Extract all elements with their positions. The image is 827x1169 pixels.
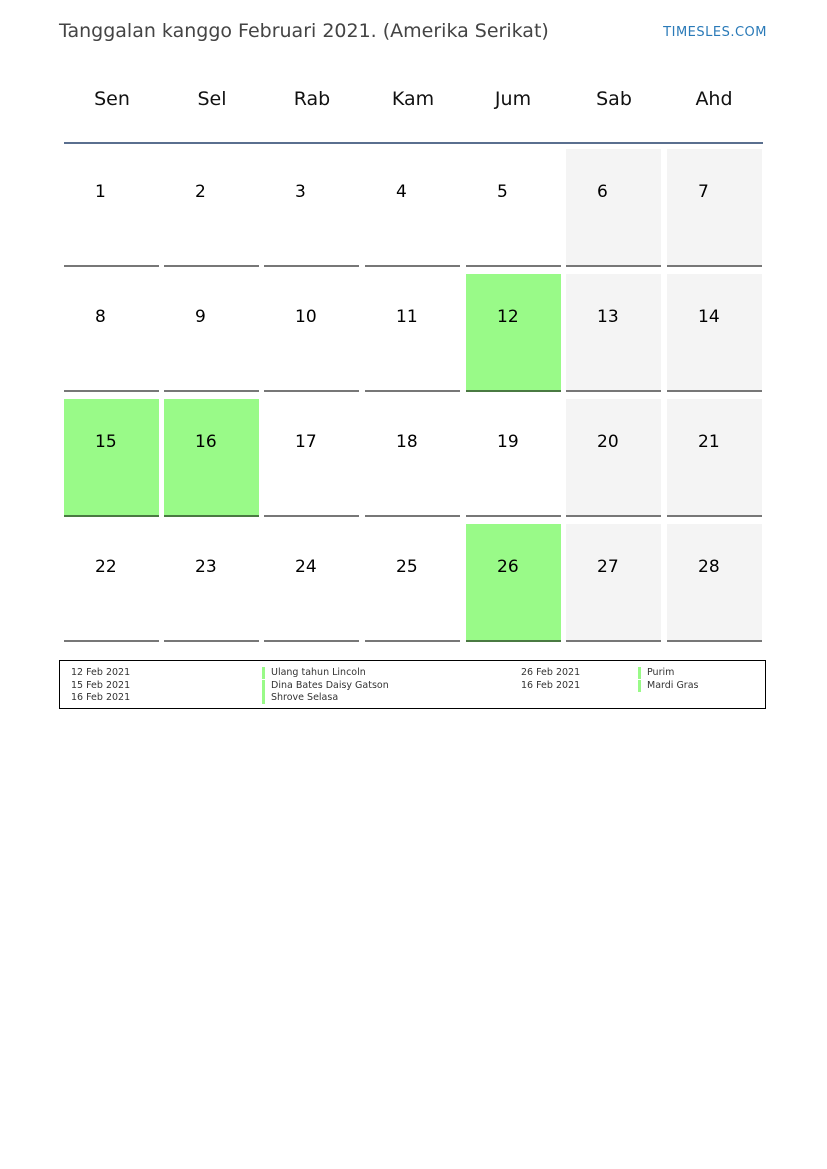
day-number: 20 bbox=[597, 432, 619, 452]
calendar-day bbox=[566, 149, 661, 267]
calendar-day-holiday bbox=[64, 399, 159, 517]
calendar-day bbox=[264, 524, 359, 642]
day-number: 23 bbox=[195, 557, 217, 577]
day-number: 26 bbox=[497, 557, 519, 577]
legend-holiday-name: Purim bbox=[638, 667, 674, 679]
calendar-day bbox=[667, 524, 762, 642]
day-number: 12 bbox=[497, 307, 519, 327]
day-number: 18 bbox=[396, 432, 418, 452]
calendar-day bbox=[164, 149, 259, 267]
day-number: 28 bbox=[698, 557, 720, 577]
calendar-day bbox=[566, 399, 661, 517]
calendar-day-holiday bbox=[466, 524, 561, 642]
day-number: 13 bbox=[597, 307, 619, 327]
legend-holiday-name: Dina Bates Daisy Gatson bbox=[262, 680, 389, 692]
day-number: 17 bbox=[295, 432, 317, 452]
day-number: 8 bbox=[95, 307, 106, 327]
weekday-label: Jum bbox=[494, 88, 532, 110]
day-number: 1 bbox=[95, 182, 106, 202]
weekday-header bbox=[62, 88, 765, 120]
day-number: 24 bbox=[295, 557, 317, 577]
calendar-day bbox=[466, 149, 561, 267]
day-number: 15 bbox=[95, 432, 117, 452]
day-number: 22 bbox=[95, 557, 117, 577]
calendar-day bbox=[64, 524, 159, 642]
weekday-label: Rab bbox=[293, 88, 331, 110]
day-number: 7 bbox=[698, 182, 709, 202]
day-number: 25 bbox=[396, 557, 418, 577]
calendar-day bbox=[365, 274, 460, 392]
calendar-day bbox=[667, 274, 762, 392]
weekday-label: Sen bbox=[94, 88, 130, 110]
day-number: 11 bbox=[396, 307, 418, 327]
day-number: 9 bbox=[195, 307, 206, 327]
legend-date: 16 Feb 2021 bbox=[71, 692, 131, 703]
calendar-day bbox=[264, 274, 359, 392]
weekday-label: Kam bbox=[391, 88, 435, 110]
calendar-day bbox=[667, 399, 762, 517]
calendar-day bbox=[566, 524, 661, 642]
day-number: 10 bbox=[295, 307, 317, 327]
legend-date: 26 Feb 2021 bbox=[521, 667, 581, 678]
day-number: 27 bbox=[597, 557, 619, 577]
legend-date: 12 Feb 2021 bbox=[71, 667, 131, 678]
day-number: 5 bbox=[497, 182, 508, 202]
calendar-day bbox=[365, 399, 460, 517]
legend-holiday-name: Shrove Selasa bbox=[262, 692, 338, 704]
day-number: 2 bbox=[195, 182, 206, 202]
weekday-label: Sel bbox=[197, 88, 227, 110]
calendar-day bbox=[264, 149, 359, 267]
calendar-day-holiday bbox=[164, 399, 259, 517]
calendar-day bbox=[365, 149, 460, 267]
legend-date: 15 Feb 2021 bbox=[71, 680, 131, 691]
calendar-day bbox=[164, 274, 259, 392]
calendar-day bbox=[264, 399, 359, 517]
day-number: 3 bbox=[295, 182, 306, 202]
calendar-day-holiday bbox=[466, 274, 561, 392]
day-number: 16 bbox=[195, 432, 217, 452]
day-number: 21 bbox=[698, 432, 720, 452]
header-divider bbox=[64, 142, 763, 144]
day-number: 6 bbox=[597, 182, 608, 202]
calendar-day bbox=[667, 149, 762, 267]
calendar-day bbox=[64, 274, 159, 392]
legend-holiday-name: Mardi Gras bbox=[638, 680, 699, 692]
weekday-label: Ahd bbox=[695, 88, 733, 110]
legend-holiday-name: Ulang tahun Lincoln bbox=[262, 667, 366, 679]
day-number: 14 bbox=[698, 307, 720, 327]
weekday-label: Sab bbox=[596, 88, 632, 110]
calendar-day bbox=[365, 524, 460, 642]
site-link[interactable]: TIMESLES.COM bbox=[663, 25, 767, 40]
day-number: 4 bbox=[396, 182, 407, 202]
page-title: Tanggalan kanggo Februari 2021. (Amerika Serikat) bbox=[59, 20, 549, 42]
calendar-day bbox=[164, 524, 259, 642]
day-number: 19 bbox=[497, 432, 519, 452]
calendar-day bbox=[466, 399, 561, 517]
calendar-day bbox=[64, 149, 159, 267]
calendar-day bbox=[566, 274, 661, 392]
holiday-legend bbox=[59, 660, 766, 709]
legend-date: 16 Feb 2021 bbox=[521, 680, 581, 691]
